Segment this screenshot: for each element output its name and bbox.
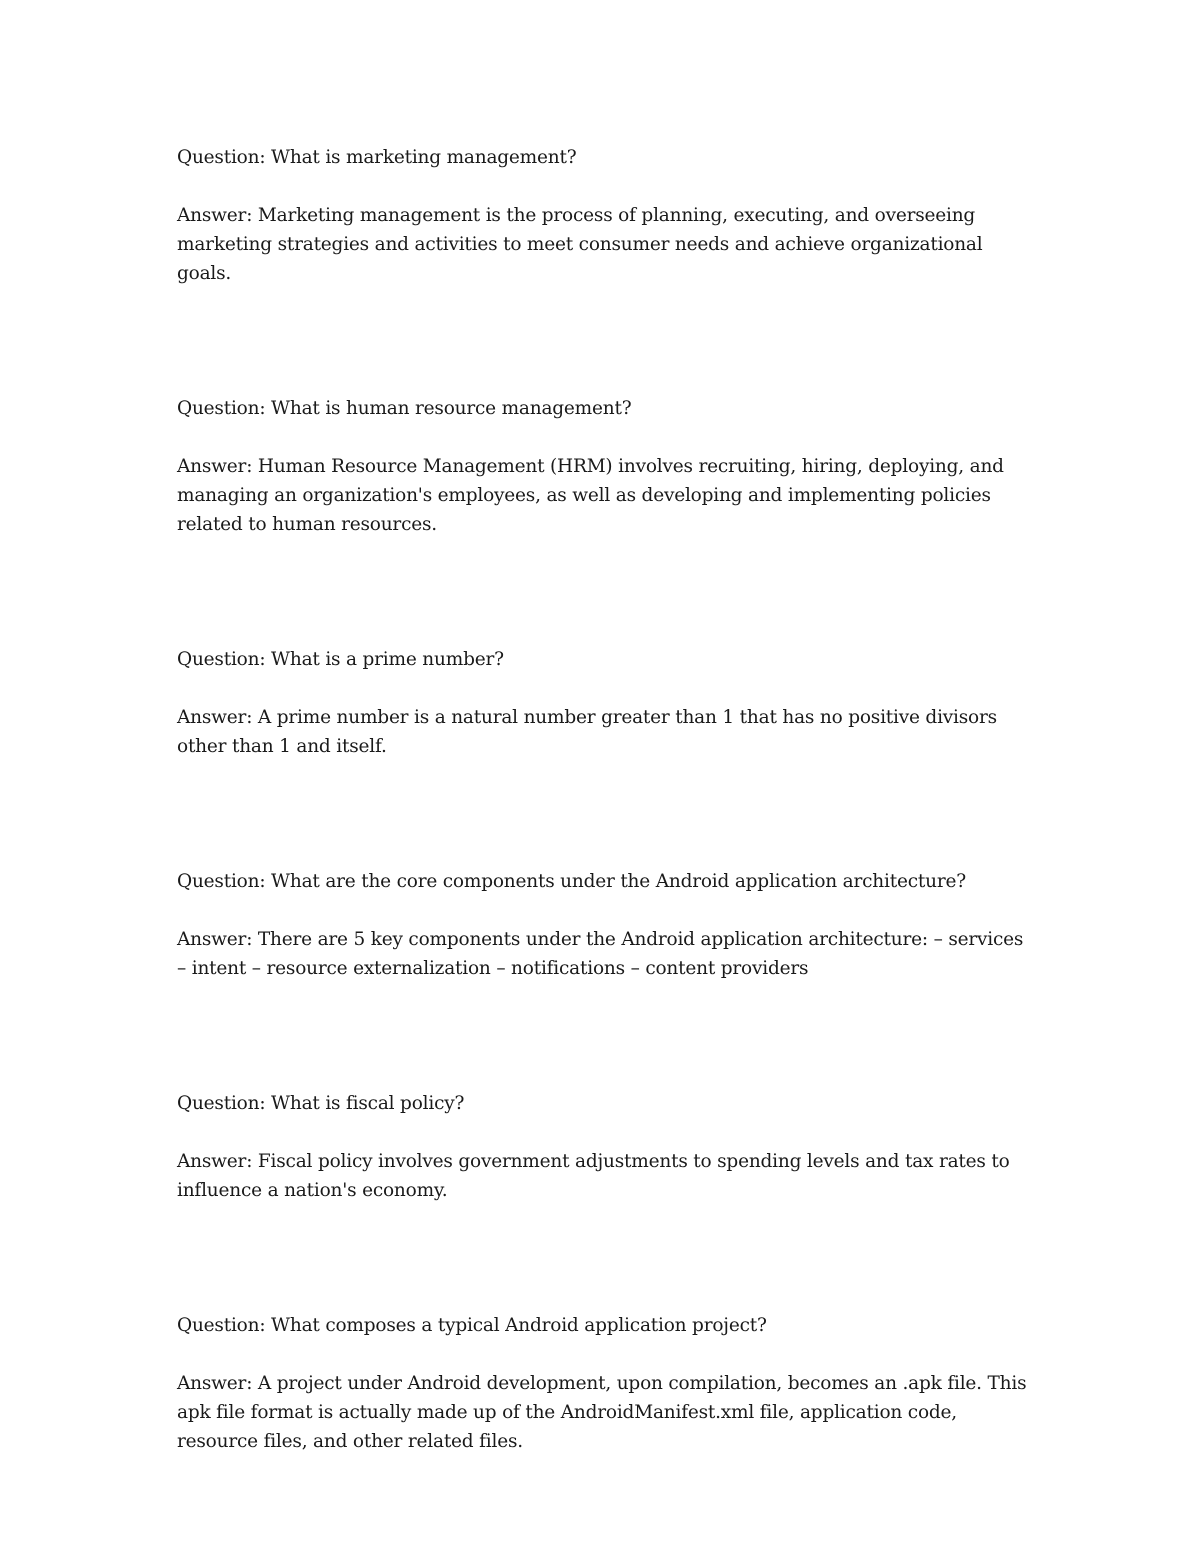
question-text: Question: What composes a typical Android application project? bbox=[177, 1315, 767, 1336]
qa-item bbox=[177, 1089, 1037, 1205]
answer-text: Answer: A project under Android development, upon compilation, becomes an .apk file. This apk file format is actually made up of the AndroidManifest.xml file, application code, resource files, and other related files. bbox=[177, 1373, 1027, 1452]
question-text: Question: What are the core components under the Android application architecture? bbox=[177, 871, 966, 892]
qa-item bbox=[177, 1311, 1037, 1456]
question-text: Question: What is fiscal policy? bbox=[177, 1093, 465, 1114]
answer-text: Answer: Human Resource Management (HRM) involves recruiting, hiring, deploying, and managing an organization's employees, as well as developing and implementing policies related to human resources. bbox=[177, 456, 1004, 535]
answer-text: Answer: Marketing management is the process of planning, executing, and overseeing marketing strategies and activities to meet consumer needs and achieve organizational goals. bbox=[177, 205, 983, 284]
qa-list bbox=[177, 143, 1037, 1562]
question-text: Question: What is a prime number? bbox=[177, 649, 504, 670]
question-text: Question: What is marketing management? bbox=[177, 147, 577, 168]
qa-item bbox=[177, 143, 1037, 288]
question-text: Question: What is human resource management? bbox=[177, 398, 632, 419]
answer-text: Answer: Fiscal policy involves government adjustments to spending levels and tax rates to influence a nation's economy. bbox=[177, 1151, 1010, 1201]
qa-item bbox=[177, 645, 1037, 761]
answer-text: Answer: There are 5 key components under the Android application architecture: – services – intent – resource externalization – notifications – content providers bbox=[177, 929, 1024, 979]
answer-text: Answer: A prime number is a natural number greater than 1 that has no positive divisors other than 1 and itself. bbox=[177, 707, 997, 757]
qa-item bbox=[177, 394, 1037, 539]
qa-item bbox=[177, 867, 1037, 983]
